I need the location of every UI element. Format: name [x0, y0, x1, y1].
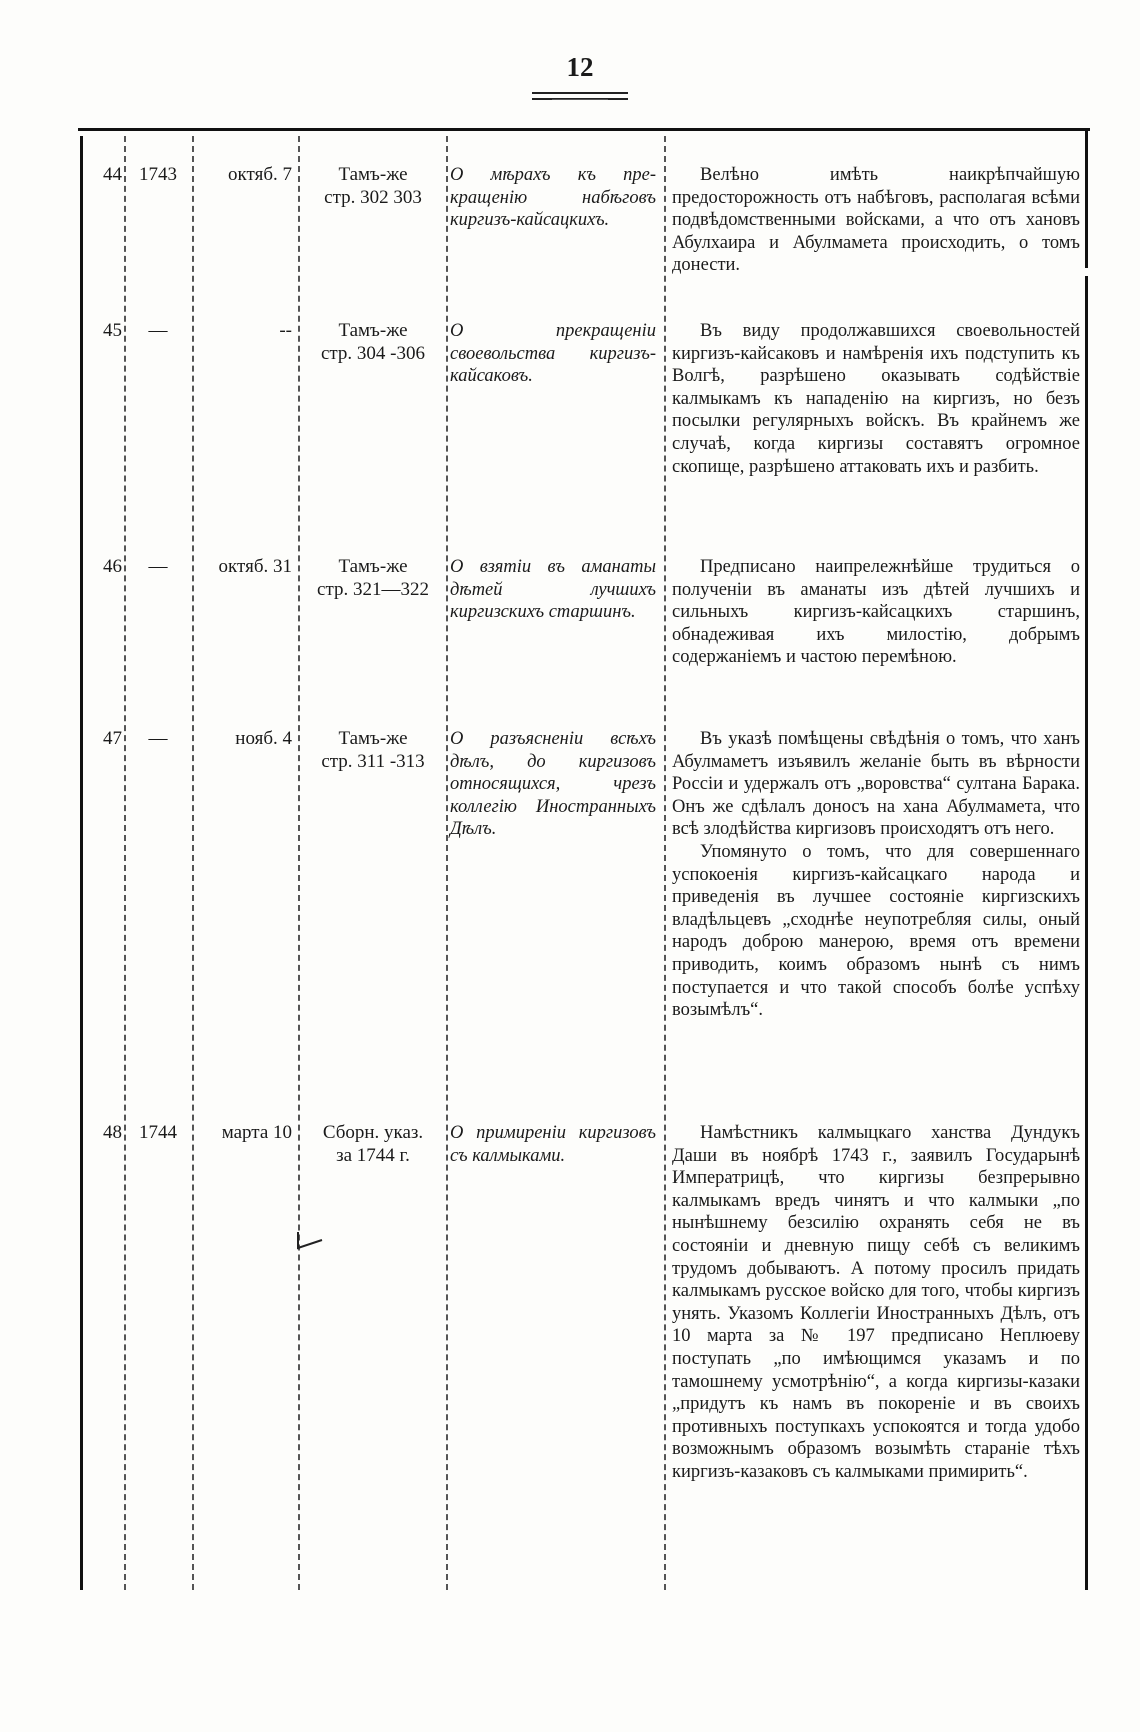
entry-subject: О примиреніи киргизовъ съ калмыками. [450, 1123, 656, 1166]
content-paragraph: Предписано наипрележнѣйше трудиться о полученіи въ аманаты изъ дѣтей лучшихъ и сильныхъ киргизъ-кайсацкихъ старшинъ, обнадеживая ихъ милостію, добрымъ содержаніемъ и частою перемѣною. [672, 557, 1080, 668]
column-divider-subject [446, 136, 448, 1590]
page-number: 12 [566, 52, 594, 82]
entry-year: 1743 [139, 164, 177, 185]
content-paragraph: Намѣстникъ калмыцкаго ханства Дундукъ Даши въ ноябрѣ 1743 г., заявилъ Государынѣ Императрицѣ, что киргизы безпрерывно калмыкамъ вредъ чинятъ и что калмыки „по нынѣшнему безсилію охранять себя не въ состояніи и дневную пищу себѣ съ великимъ трудомъ добываютъ. А потому просилъ придать калмыкамъ русское войско для того, чтобы киргизъ унять. Указомъ Коллегіи Иностранныхъ Дѣлъ, отъ 10 марта за № 197 предписано Неплюеву поступать „по имѣющимся указамъ и по тамошнему усмотрѣнію“, а когда киргизы-казаки „придутъ къ намъ въ покореніе и въ своихъ противныхъ поступкахъ успокоятся и тогда удобо возможнымъ образомъ возымѣть стараніе тѣхъ киргизъ-казаковъ съ калмыками примирить“. [672, 1123, 1080, 1482]
source-pages: стр. 321—322 [317, 578, 429, 600]
source-pages: стр. 302 303 [324, 186, 422, 208]
entry-content [672, 164, 1080, 277]
source-pages: за 1744 г. [336, 1144, 410, 1166]
entry-source [302, 164, 444, 209]
column-divider-left-border [80, 136, 83, 1590]
entry-subject: О мѣрахъ къ пре- кращенію набѣговъ киргизъ-кайсацкихъ. [450, 165, 656, 231]
entry-date: нояб. 4 [235, 728, 292, 749]
entry-source [302, 556, 444, 601]
column-divider-content [664, 136, 666, 1590]
content-paragraph: Въ виду продолжавшихся своевольностей киргизъ-кайсаковъ и намѣренія ихъ подступить къ Волгѣ, разрѣшено оказывать содѣйствіе калмыкамъ къ нападенію на киргизъ, но безъ посылки регулярныхъ войскъ. Въ крайнемъ же случаѣ, когда киргизы составятъ огромное скопище, разрѣшено аттаковать ихъ и разбить. [672, 321, 1080, 477]
column-divider-source [298, 136, 300, 1590]
column-divider-year [124, 136, 126, 1590]
table-top-rule [78, 128, 1090, 131]
right-border-lower [1085, 276, 1088, 1590]
source-pages: стр. 304 -306 [320, 342, 426, 364]
entry-content [672, 556, 1080, 669]
handwritten-pencil-mark [290, 1230, 330, 1254]
entry-number: 47 [103, 728, 122, 749]
right-border-upper [1085, 128, 1088, 268]
entry-subject: О разъясненіи всѣхъ дѣлъ, до киргизовъ относящихся, чрезъ коллегію Иностранныхъ Дѣлъ. [450, 729, 656, 840]
entry-source [302, 1122, 444, 1167]
entry-number: 46 [103, 556, 122, 577]
source-title: Тамъ-же [338, 728, 408, 749]
entry-content [672, 1122, 1080, 1484]
source-title: Тамъ-же [338, 164, 408, 185]
entry-number: 48 [103, 1122, 122, 1143]
entry-subject: О взятіи въ аманаты дѣтей лучшихъ киргизскихъ старшинъ. [450, 557, 656, 623]
entry-content [672, 728, 1080, 1022]
entry-number: 45 [103, 320, 122, 341]
entry-subject: О прекращеніи своевольства киргизъ-кайсаковъ. [450, 321, 656, 387]
content-paragraph: Въ указѣ помѣщены свѣдѣнія о томъ, что ханъ Абулмаметъ изъявилъ желаніе быть въ вѣрности Россіи и удержалъ отъ „воровства“ султана Барака. Онъ же сдѣлалъ доносъ на хана Абулмамета, что всѣ злодѣйства киргизовъ происходятъ отъ него. [672, 729, 1080, 840]
source-title: Тамъ-же [338, 556, 408, 577]
entry-number: 44 [103, 164, 122, 185]
entry-year: — [148, 320, 168, 341]
entry-content [672, 320, 1080, 478]
page-number-underline [552, 99, 608, 100]
source-title: Тамъ-же [338, 320, 408, 341]
entry-date: октяб. 31 [218, 556, 292, 577]
entry-year: 1744 [139, 1122, 177, 1143]
content-paragraph: Упомянуто о томъ, что для совершеннаго успокоенія киргизъ-кайсацкаго народа и приведенія въ лучшее состояніе киргизскихъ владѣльцевъ „сходнѣе неупотребляя силы, оный народъ доброю манерою, время отъ времени приводить, коимъ образомъ нынѣ съ нимъ поступается и что такой способъ болѣе успѣху возымѣлъ“. [672, 841, 1080, 1021]
entry-year: — [148, 728, 168, 749]
entry-date: -- [279, 320, 292, 341]
source-title: Сборн. указ. [322, 1122, 424, 1143]
source-pages: стр. 311 -313 [321, 750, 425, 772]
content-paragraph: Велѣно имѣть наикрѣпчайшую предосторожность отъ набѣговъ, располагая всѣми подвѣдомственными войсками, а что отъ хановъ Абулхаира и Абулмамета происходить, о томъ донести. [672, 165, 1080, 276]
entry-date: октяб. 7 [228, 164, 292, 185]
entry-date: марта 10 [221, 1122, 292, 1143]
column-divider-date [192, 136, 194, 1590]
entry-source [302, 728, 444, 773]
entry-year: — [148, 556, 168, 577]
entry-source [302, 320, 444, 365]
